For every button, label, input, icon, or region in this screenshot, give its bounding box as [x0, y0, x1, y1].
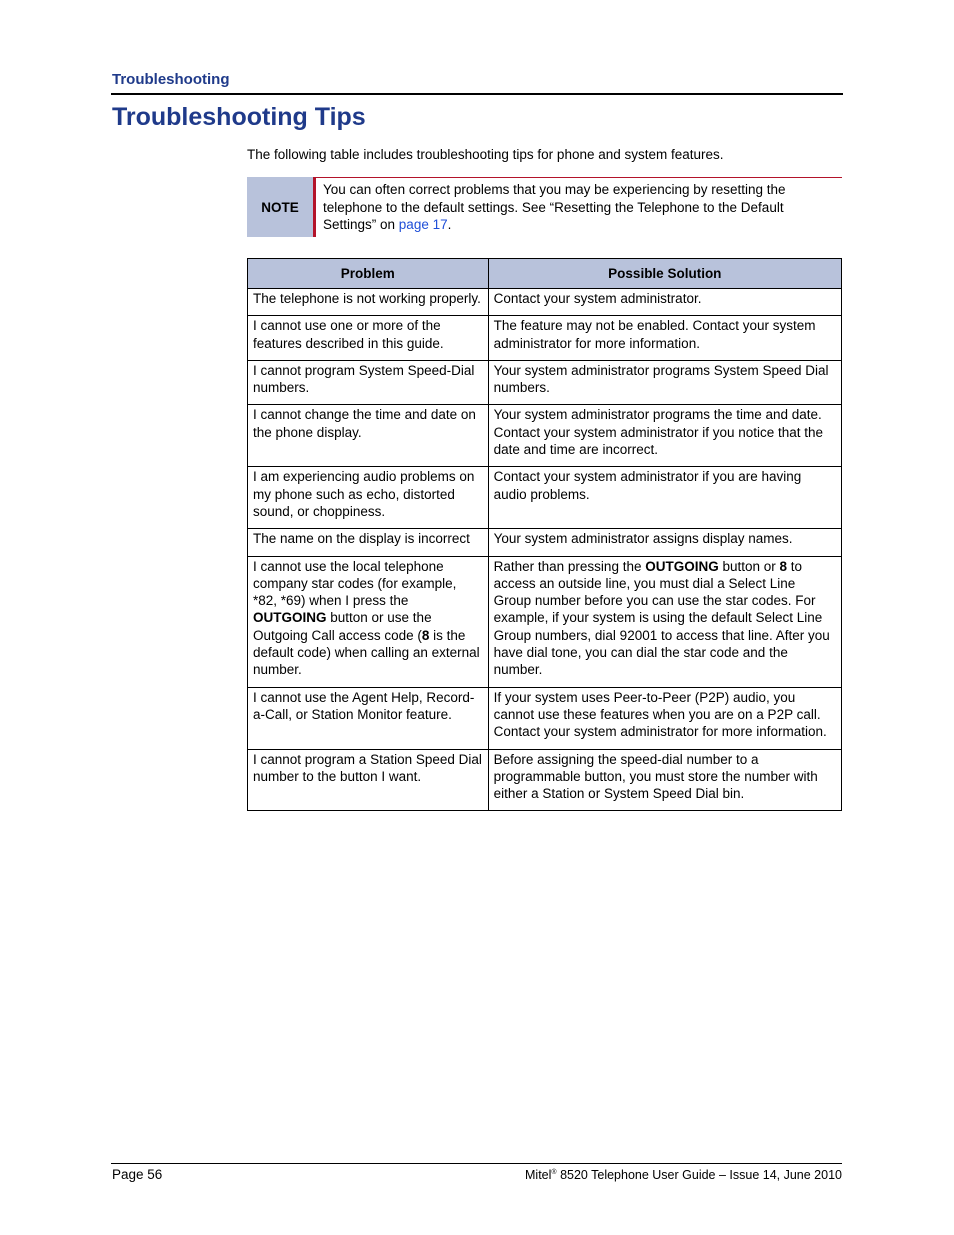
cell-text: I cannot use the local telephone company star codes (for example, *82, *69) when I press the [253, 558, 457, 609]
cell-text: I am experiencing audio problems on my phone such as echo, distorted sound, or choppiness. [253, 469, 475, 519]
column-header-problem: Problem [248, 259, 489, 289]
cell-text: I cannot use the Agent Help, Record-a-Call, or Station Monitor feature. [253, 689, 475, 722]
cell-text: Your system administrator assigns display names. [493, 531, 793, 547]
table-row [248, 360, 842, 405]
solution-cell [488, 556, 841, 687]
table-row [248, 467, 842, 529]
troubleshooting-table [247, 258, 842, 811]
cell-text: I cannot program a Station Speed Dial number to the button I want. [253, 751, 482, 784]
bold-term: 8 [421, 627, 430, 643]
problem-cell [248, 405, 489, 467]
problem-cell [248, 289, 489, 316]
table-row [248, 529, 842, 556]
note-box [247, 177, 842, 237]
table-row [248, 749, 842, 811]
bold-term: 8 [779, 558, 788, 574]
solution-cell [488, 529, 841, 556]
page-number: Page 56 [112, 1167, 163, 1182]
cell-text: to access an outside line, you must dial a Select Line Group number before you can use the star codes. For example, if your system is using the default Select Line Group numbers, dial 92001 to access that line. After you have dial tone, you can dial the star code and the number. [493, 558, 830, 678]
cell-text: is the default code) when calling an external number. [253, 627, 480, 678]
table-header-row [248, 259, 842, 289]
cell-text: Rather than pressing the [493, 558, 646, 574]
solution-cell [488, 289, 841, 316]
cell-text: If your system uses Peer-to-Peer (P2P) audio, you cannot use these features when you are on a P2P call. Contact your system administrator for more information. [493, 689, 827, 740]
cell-text: I cannot change the time and date on the phone display. [253, 407, 476, 440]
registered-mark: ® [551, 1168, 557, 1176]
cell-text: button or use the Outgoing Call access code ( [253, 610, 432, 643]
problem-cell [248, 556, 489, 687]
cell-text: button or [718, 558, 780, 574]
note-text: You can often correct problems that you may be experiencing by resetting the telephone to the default settings. See “Resetting the Telephone to the Default Settings” on [323, 182, 786, 232]
table-row [248, 316, 842, 361]
section-header: Troubleshooting [112, 71, 230, 88]
problem-cell [248, 316, 489, 361]
solution-cell [488, 360, 841, 405]
table-body [248, 289, 842, 811]
solution-cell [488, 467, 841, 529]
table-row [248, 687, 842, 749]
brand-name: Mitel [525, 1168, 552, 1182]
problem-cell [248, 529, 489, 556]
bold-term: OUTGOING [645, 558, 719, 574]
problem-cell [248, 360, 489, 405]
solution-cell [488, 749, 841, 811]
table-row [248, 556, 842, 687]
footer-rule [111, 1163, 842, 1164]
page-17-link[interactable]: page 17 [398, 217, 448, 232]
cell-text: I cannot use one or more of the features described in this guide. [253, 318, 444, 351]
solution-cell [488, 405, 841, 467]
note-label: NOTE [247, 177, 316, 237]
intro-text: The following table includes troubleshooting tips for phone and system features. [247, 147, 724, 162]
solution-cell [488, 316, 841, 361]
cell-text: Your system administrator programs the time and date. Contact your system administrator if you notice that the date and time are incorrect. [493, 407, 824, 458]
table-row [248, 289, 842, 316]
page-title: Troubleshooting Tips [112, 103, 366, 131]
note-body [316, 177, 842, 237]
cell-text: The telephone is not working properly. [253, 291, 481, 306]
solution-cell [488, 687, 841, 749]
problem-cell [248, 467, 489, 529]
cell-text: Your system administrator programs System Speed Dial numbers. [493, 362, 829, 396]
bold-term: OUTGOING [253, 610, 327, 626]
cell-text: Before assigning the speed-dial number to a programmable button, you must store the number with either a Station or System Speed Dial bin. [493, 751, 818, 802]
table-row [248, 405, 842, 467]
document-title [525, 1168, 842, 1182]
cell-text: Contact your system administrator. [493, 291, 702, 306]
document-name: 8520 Telephone User Guide – Issue 14, June 2010 [556, 1168, 842, 1182]
problem-cell [248, 749, 489, 811]
note-text-end: . [447, 217, 452, 232]
column-header-solution: Possible Solution [488, 259, 841, 289]
header-rule [111, 93, 843, 95]
problem-cell [248, 687, 489, 749]
cell-text: Contact your system administrator if you are having audio problems. [493, 469, 802, 502]
cell-text: I cannot program System Speed-Dial numbers. [253, 362, 475, 396]
cell-text: The name on the display is incorrect [253, 531, 470, 547]
cell-text: The feature may not be enabled. Contact your system administrator for more information. [493, 318, 816, 351]
